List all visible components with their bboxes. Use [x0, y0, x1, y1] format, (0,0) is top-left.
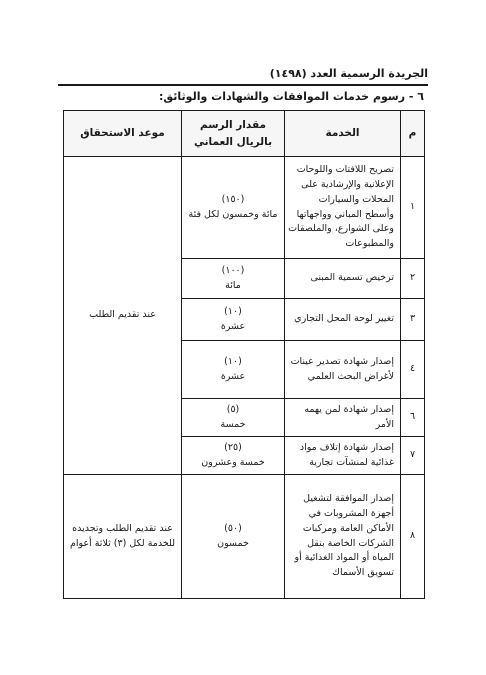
row-service: تغيير لوحة المحل التجاري: [285, 299, 401, 341]
gazette-title: الجريدة الرسمية العدد (١٤٩٨): [269, 66, 428, 80]
fee-words: خمسة: [220, 418, 246, 430]
fee-words: مائة وخمسون لكل فئة: [188, 208, 278, 220]
row-fee: [182, 157, 285, 259]
fee-words: عشرة: [220, 370, 246, 382]
fee-amount: (١٥٠): [221, 193, 245, 205]
row-service: تصريح اللافتات واللوحات الإعلانية والإرشادية على المحلات والسيارات وأسطح المباني وواجهاتها وعلى الشوارع، والملصقات والمطبوعات: [285, 157, 401, 259]
table-row: [64, 157, 425, 259]
row-fee: [182, 475, 285, 599]
row-service: إصدار شهادة تصدير عينات لأغراض البحث العلمي: [285, 341, 401, 399]
fee-words: مائة: [225, 279, 241, 291]
row-num: ٦: [401, 399, 425, 437]
section-title: ٦ - رسوم خدمات الموافقات والشهادات والوثائق:: [158, 90, 424, 103]
table-header-row: [64, 111, 425, 157]
row-service: إصدار شهادة إتلاف مواد غذائية لمنشآت تجارية: [285, 437, 401, 475]
fees-table: [63, 110, 425, 599]
table-row: [64, 475, 425, 599]
fee-words: عشرة: [220, 320, 246, 332]
row-num: ٧: [401, 437, 425, 475]
row-fee: [182, 341, 285, 399]
row-num: ٤: [401, 341, 425, 399]
row-num: ٢: [401, 259, 425, 299]
fee-amount: (٢٥): [224, 441, 242, 453]
row-service: إصدار الموافقة لتشغيل أجهزة المشروبات في الأماكن العامة ومركبات الشركات الخاصة بنقل المياه أو المواد الغذائية أو تسويق الأسماك: [285, 475, 401, 599]
row-fee: [182, 259, 285, 299]
due-cell-second: عند تقديم الطلب وتجديده للخدمة لكل (٣) ثلاثة أعوام: [64, 475, 182, 599]
header-fee: مقدار الرسم بالريال العماني: [182, 111, 285, 157]
row-num: ٣: [401, 299, 425, 341]
header-service: الخدمة: [285, 111, 401, 157]
row-fee: [182, 299, 285, 341]
fee-amount: (٥٠): [224, 522, 242, 534]
fee-amount: (١٠٠): [221, 264, 245, 276]
row-num: ٨: [401, 475, 425, 599]
fee-amount: (١٠): [224, 355, 242, 367]
due-cell-first: عند تقديم الطلب: [64, 157, 182, 475]
row-fee: [182, 437, 285, 475]
row-service: ترخيص تسمية المبنى: [285, 259, 401, 299]
row-num: ١: [401, 157, 425, 259]
fee-words: خمسة وعشرون: [201, 456, 265, 468]
fee-words: خمسون: [217, 537, 249, 549]
row-fee: [182, 399, 285, 437]
fee-amount: (١٠): [224, 305, 242, 317]
header-num: م: [401, 111, 425, 157]
fee-amount: (٥): [226, 403, 240, 415]
header-due: موعد الاستحقاق: [64, 111, 182, 157]
gazette-header: [58, 62, 428, 86]
row-service: إصدار شهادة لمن يهمه الأمر: [285, 399, 401, 437]
